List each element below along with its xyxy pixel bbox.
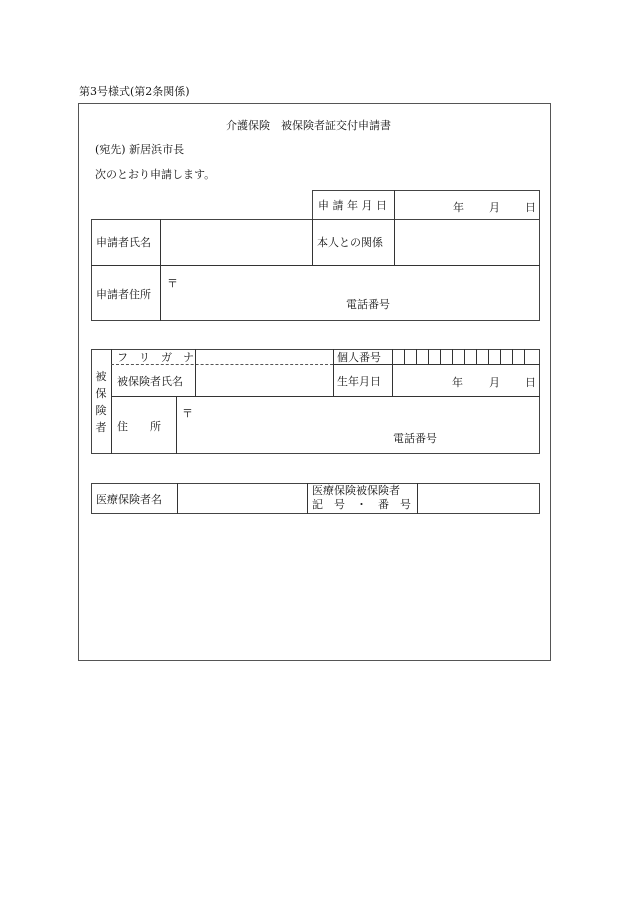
side-char-1: 被 [95,369,107,383]
insured-name-field[interactable] [196,365,333,396]
form-number: 第3号様式(第2条関係) [79,85,190,98]
application-date-field[interactable] [395,190,540,219]
applicant-address-field[interactable] [161,266,539,320]
date-year-unit: 年 [453,201,464,214]
applicant-name-field[interactable] [161,220,312,265]
medical-insurer-field[interactable] [178,484,307,513]
form-title: 介護保険 被保険者証交付申請書 [226,119,391,132]
date-month-unit: 月 [489,201,500,214]
insured-address-field[interactable] [177,397,539,453]
furigana-label: フ リ ガ ナ [117,350,194,364]
furigana-field[interactable] [196,350,333,364]
intro-text: 次のとおり申請します。 [95,168,216,181]
birth-day-unit: 日 [525,376,536,389]
birth-date-label: 生年月日 [337,374,381,388]
insured-side-label [91,349,111,454]
side-char-2: 保 [95,386,107,400]
medical-insured-label [312,484,411,512]
applicant-name-label: 申請者氏名 [96,236,151,249]
insured-phone-label: 電話番号 [393,432,437,445]
addressee: (宛先) 新居浜市長 [95,143,185,156]
applicant-address-label: 申請者住所 [96,287,151,301]
side-char-4: 者 [95,420,107,434]
side-char-3: 険 [95,403,107,417]
personal-number-label: 個人番号 [337,350,381,364]
insured-postal-mark: 〒 [182,407,193,420]
relation-field[interactable] [395,220,539,265]
insured-name-label: 被保険者氏名 [117,374,183,388]
applicant-phone-label: 電話番号 [346,298,390,311]
postal-mark: 〒 [167,277,178,290]
application-date-label: 申 請 年 月 日 [318,198,387,212]
birth-year-unit: 年 [452,376,463,389]
birth-month-unit: 月 [489,376,500,389]
insured-address-label: 住 所 [117,419,161,433]
medical-insured-label-line2: 記 号 ・ 番 号 [312,498,411,511]
medical-insurer-label: 医療保険者名 [96,492,162,506]
relation-label: 本人との関係 [317,236,383,249]
medical-insured-number-field[interactable] [418,484,539,513]
date-day-unit: 日 [525,201,536,214]
medical-insured-label-line1: 医療保険被保険者 [312,484,400,497]
birth-date-field[interactable] [393,365,539,396]
personal-number-field[interactable] [393,350,539,364]
